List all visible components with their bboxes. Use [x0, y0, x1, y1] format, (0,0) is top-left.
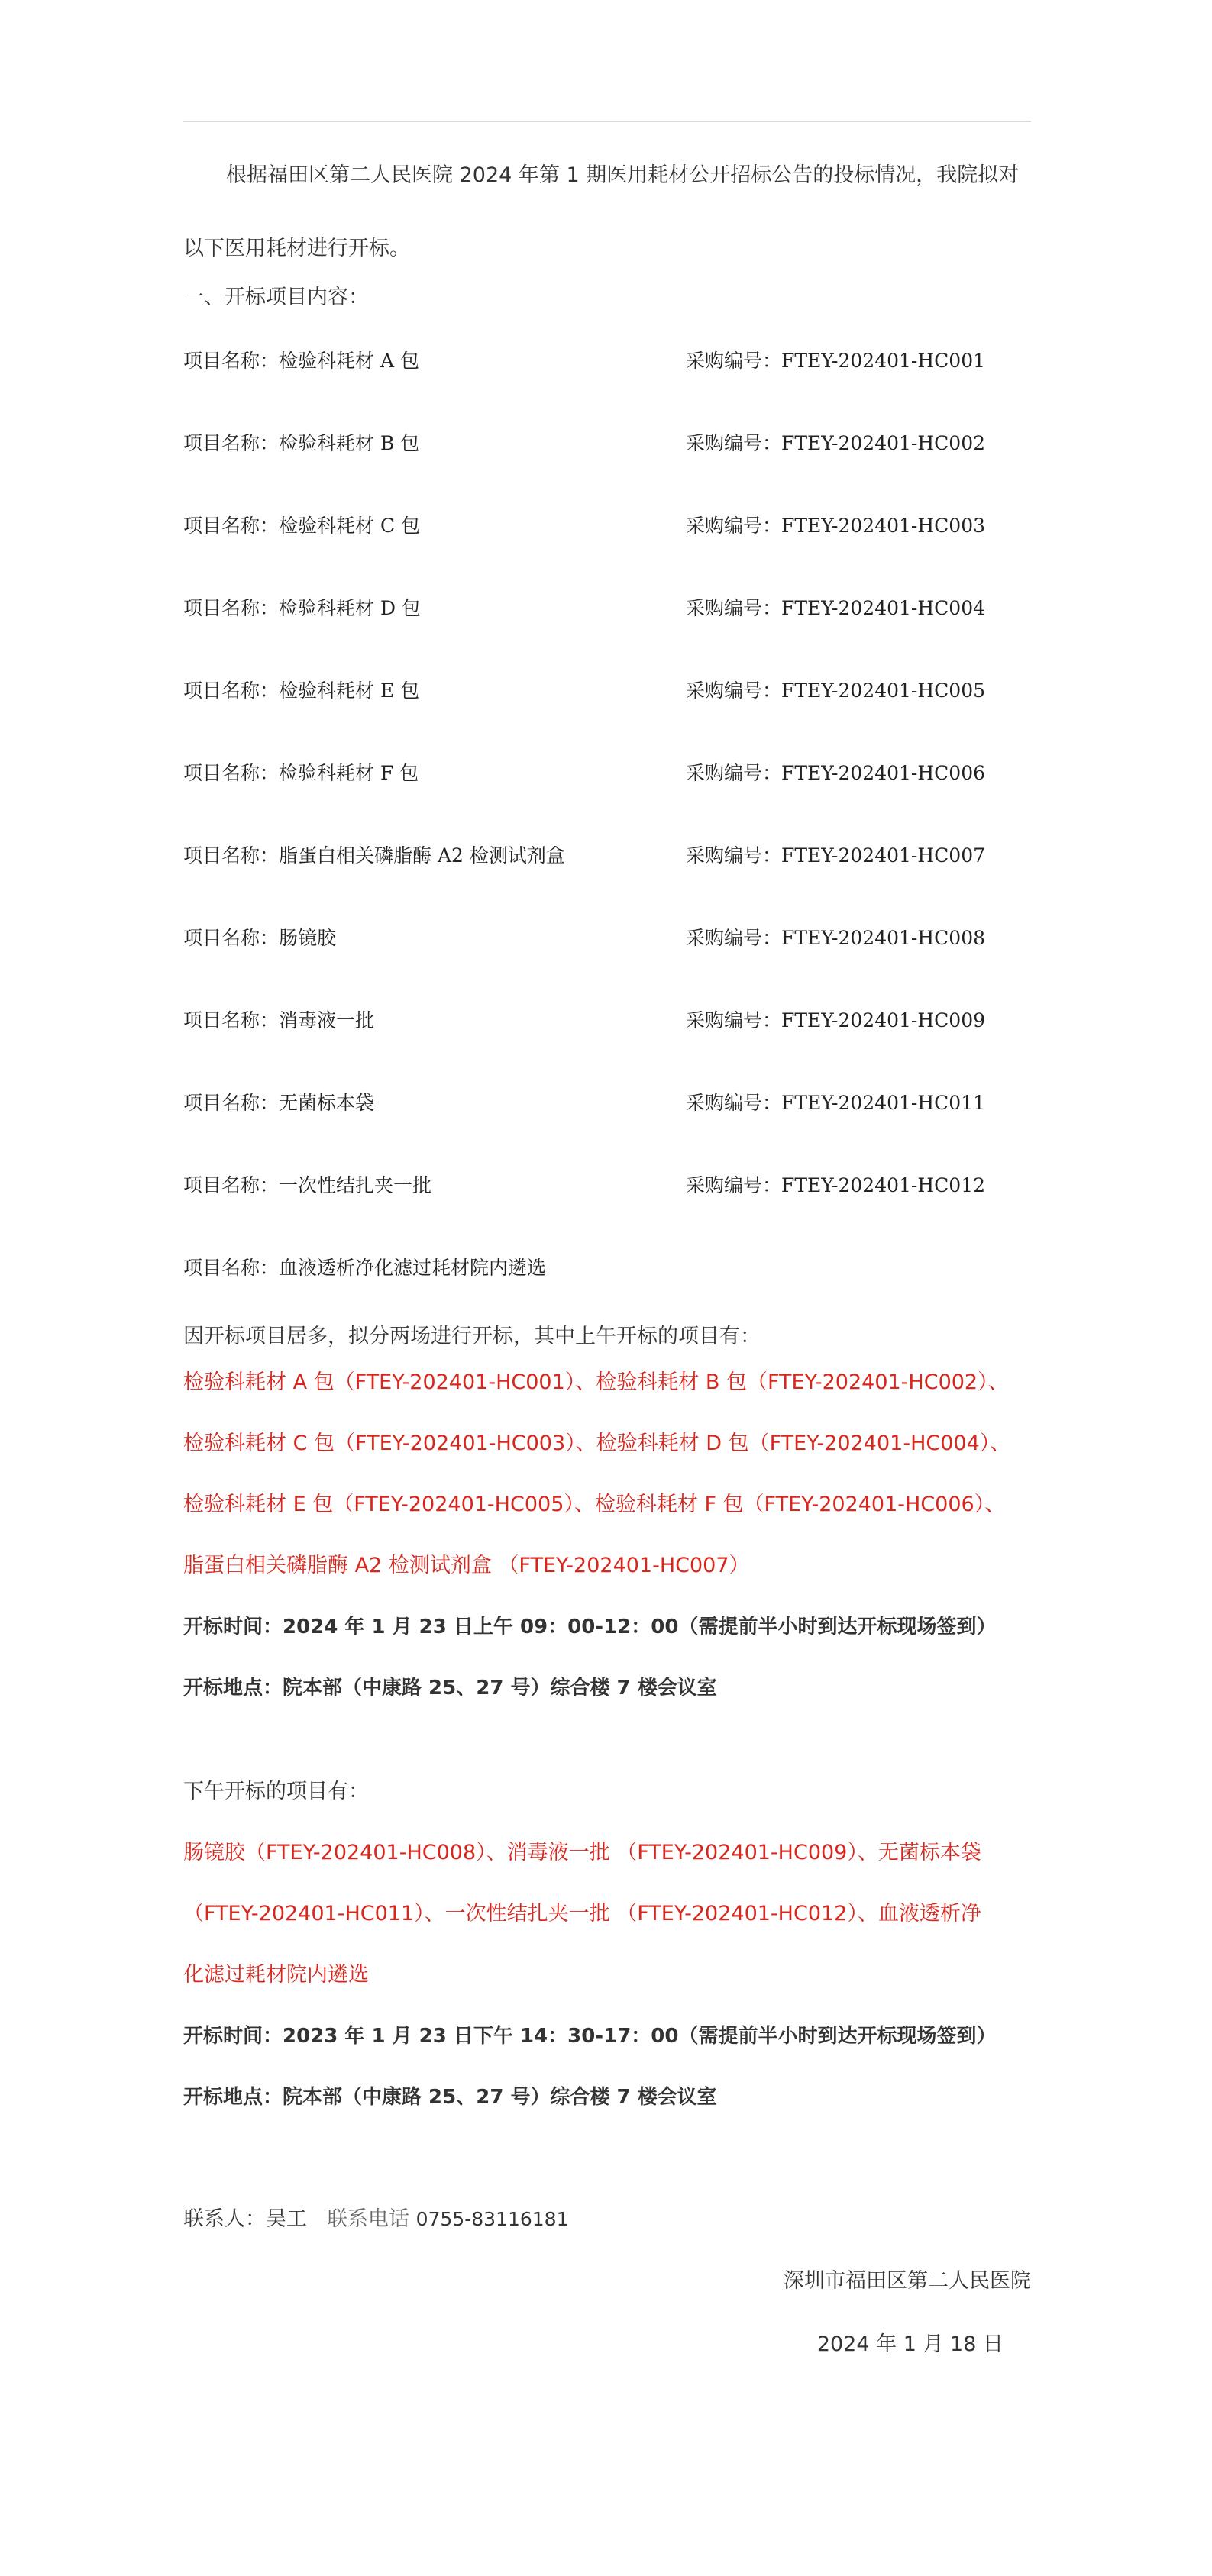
- project-row: [183, 1170, 1031, 1201]
- contact-phone-label: 联系电话: [327, 2207, 409, 2231]
- intro-line-2: 以下医用耗材进行开标。: [183, 237, 410, 260]
- morning-projects-line: 检验科耗材 C 包（FTEY-202401-HC003）、检验科耗材 D 包（FTEY-202401-HC004）、: [183, 1432, 1011, 1455]
- project-name: 项目名称：无菌标本袋: [183, 1092, 375, 1114]
- project-row: [183, 923, 1031, 954]
- section-title: 一、开标项目内容：: [183, 286, 369, 309]
- signature-org: 深圳市福田区第二人民医院: [784, 2269, 1031, 2293]
- project-row: [183, 758, 1031, 789]
- procurement-code: 采购编号：FTEY-202401-HC005: [686, 680, 986, 702]
- project-row: [183, 1006, 1031, 1036]
- morning-projects-line: 检验科耗材 E 包（FTEY-202401-HC005）、检验科耗材 F 包（FTEY-202401-HC006）、: [183, 1493, 1006, 1516]
- morning-opening-place: 开标地点：院本部（中康路 25、27 号）综合楼 7 楼会议室: [183, 1677, 717, 1700]
- procurement-code: 采购编号：FTEY-202401-HC011: [686, 1092, 986, 1114]
- project-row: [183, 841, 1031, 871]
- intro-line-1: 根据福田区第二人民医院 2024 年第 1 期医用耗材公开招标公告的投标情况，我院拟对: [226, 163, 1020, 187]
- morning-intro: 因开标项目居多，拟分两场进行开标，其中上午开标的项目有：: [183, 1325, 761, 1348]
- contact-person: 联系人：吴工: [183, 2207, 307, 2231]
- project-row: [183, 511, 1031, 541]
- contact-phone: 0755-83116181: [415, 2208, 569, 2230]
- project-row: [183, 593, 1031, 624]
- afternoon-projects-line: 化滤过耗材院内遴选: [183, 1963, 369, 1987]
- afternoon-opening-time: 开标时间：2023 年 1 月 23 日下午 14：30-17：00（需提前半小时到达开标现场签到）: [183, 2025, 997, 2048]
- project-name: 项目名称：检验科耗材 A 包: [183, 350, 419, 372]
- project-name: 项目名称：检验科耗材 C 包: [183, 515, 421, 537]
- afternoon-intro: 下午开标的项目有：: [183, 1780, 369, 1803]
- morning-projects-line: 检验科耗材 A 包（FTEY-202401-HC001）、检验科耗材 B 包（FTEY-202401-HC002）、: [183, 1370, 1009, 1394]
- project-name: 项目名称：检验科耗材 B 包: [183, 432, 420, 454]
- project-name: 项目名称：肠镜胶: [183, 927, 337, 949]
- procurement-code: 采购编号：FTEY-202401-HC007: [686, 844, 986, 867]
- procurement-code: 采购编号：FTEY-202401-HC001: [686, 350, 986, 372]
- project-name: 项目名称：检验科耗材 F 包: [183, 762, 419, 784]
- project-row: [183, 346, 1031, 376]
- project-name: 项目名称：消毒液一批: [183, 1009, 375, 1031]
- procurement-code: 采购编号：FTEY-202401-HC003: [686, 515, 986, 537]
- signature-date: 2024 年 1 月 18 日: [816, 2332, 1004, 2356]
- project-row: [183, 1088, 1031, 1119]
- project-name: 项目名称：检验科耗材 D 包: [183, 597, 421, 619]
- morning-projects-line: 脂蛋白相关磷脂酶 A2 检测试剂盒 （FTEY-202401-HC007）: [183, 1554, 750, 1577]
- procurement-code: 采购编号：FTEY-202401-HC012: [686, 1174, 986, 1196]
- procurement-code: 采购编号：FTEY-202401-HC009: [686, 1009, 986, 1031]
- project-name: 项目名称：脂蛋白相关磷脂酶 A2 检测试剂盒: [183, 844, 565, 867]
- top-divider: [183, 121, 1031, 122]
- procurement-code: 采购编号：FTEY-202401-HC006: [686, 762, 986, 784]
- project-row: [183, 428, 1031, 459]
- contact-line: [183, 2204, 568, 2235]
- afternoon-opening-place: 开标地点：院本部（中康路 25、27 号）综合楼 7 楼会议室: [183, 2086, 717, 2109]
- morning-opening-time: 开标时间：2024 年 1 月 23 日上午 09：00-12：00（需提前半小时到达开标现场签到）: [183, 1616, 997, 1638]
- project-name: 项目名称：一次性结扎夹一批: [183, 1174, 432, 1196]
- procurement-code: 采购编号：FTEY-202401-HC002: [686, 432, 986, 454]
- afternoon-projects-line: （FTEY-202401-HC011）、一次性结扎夹一批 （FTEY-202401-HC012）、血液透析净: [183, 1902, 981, 1926]
- project-row: [183, 676, 1031, 706]
- procurement-code: 采购编号：FTEY-202401-HC004: [686, 597, 986, 619]
- project-row: [183, 1253, 1031, 1283]
- afternoon-projects-line: 肠镜胶（FTEY-202401-HC008）、消毒液一批 （FTEY-202401-HC009）、无菌标本袋: [183, 1841, 981, 1864]
- project-name: 项目名称：检验科耗材 E 包: [183, 680, 420, 702]
- project-name: 项目名称：血液透析净化滤过耗材院内遴选: [183, 1257, 547, 1279]
- procurement-code: 采购编号：FTEY-202401-HC008: [686, 927, 986, 949]
